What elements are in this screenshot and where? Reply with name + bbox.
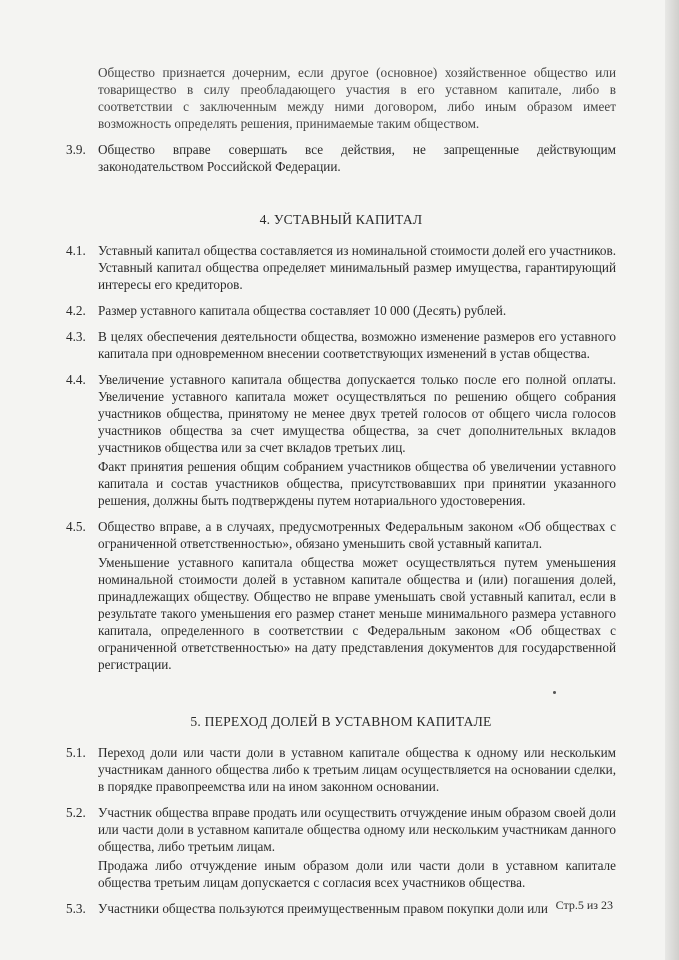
clause-4-3 xyxy=(66,328,616,362)
clause-text: Участник общества вправе продать или осуществить отчуждение иным образом своей доли или части доли в уставном капитале общества одному или нескольким участникам данного общества, либо третьим лицам. xyxy=(98,805,616,854)
clause-4-5 xyxy=(66,518,616,673)
section-5-title: 5. ПЕРЕХОД ДОЛЕЙ В УСТАВНОМ КАПИТАЛЕ xyxy=(190,714,492,729)
clause-number: 4.1. xyxy=(66,243,86,258)
clause-text: Увеличение уставного капитала общества допускается только после его полной оплаты. Увеличение уставного капитала может осуществляться по решению общего собрания участников общества, принятому не менее двух третей голосов от общего числа голосов участников общества за счет имущества общества, за счет дополнительных вкладов участников общества или за счет вкладов третьих лиц. xyxy=(98,372,616,455)
clause-number: 4.4. xyxy=(66,372,86,387)
page-number: Стр.5 из 23 xyxy=(555,898,613,912)
clause-text: Общество вправе совершать все действия, не запрещенные действующим законодательством Российской Федерации. xyxy=(98,142,616,174)
scan-edge xyxy=(665,0,679,960)
clause-text: Общество вправе, а в случаях, предусмотренных Федеральным законом «Об обществах с ограниченной ответственностью», обязано уменьшить свой уставный капитал. xyxy=(98,519,616,551)
clause-3-9 xyxy=(66,141,616,175)
clause-number: 5.1. xyxy=(66,745,86,760)
clause-4-1 xyxy=(66,242,616,293)
clause-number: 5.2. xyxy=(66,805,86,820)
clause-text: Продажа либо отчуждение иным образом доли или части доли в уставном капитале общества третьим лицам допускается с согласия всех участников общества. xyxy=(98,858,616,890)
clause-text: Переход доли или части доли в уставном капитале общества к одному или нескольким участникам данного общества либо к третьим лицам осуществляется на основании сделки, в порядке правопреемства или на ином законном основании. xyxy=(98,745,616,794)
clause-number: 5.3. xyxy=(66,901,86,916)
clause-text: Факт принятия решения общим собранием участников общества об увеличении уставного капитала и состав участников общества, присутствовавших при принятии указанного решения, должны быть подтверждены путем нотариального удостоверения. xyxy=(98,459,616,508)
clause-number: 3.9. xyxy=(66,142,86,157)
intro-paragraph: Общество признается дочерним, если другое (основное) хозяйственное общество или товарищество в силу преобладающего участия в его уставном капитале, либо в соответствии с заключенным между ними договором, либо иным образом имеет возможность определять решения, принимаемые таким обществом. xyxy=(98,65,616,131)
clause-4-2 xyxy=(66,302,616,319)
clause-4-4 xyxy=(66,371,616,509)
section-4-title: 4. УСТАВНЫЙ КАПИТАЛ xyxy=(259,212,423,227)
clause-text: Размер уставного капитала общества составляет 10 000 (Десять) рублей. xyxy=(98,303,507,318)
clause-text: Уставный капитал общества составляется из номинальной стоимости долей его участников. Уставный капитал общества определяет минимальный размер имущества, гарантирующий интересы его кредиторов. xyxy=(98,243,616,292)
clause-number: 4.2. xyxy=(66,303,86,318)
clause-5-3 xyxy=(66,900,616,917)
page-content xyxy=(66,64,616,926)
clause-text: В целях обеспечения деятельности общества, возможно изменение размеров его уставного капитала при одновременном внесении соответствующих изменений в устав общества. xyxy=(98,329,616,361)
clause-text: Участники общества пользуются преимущественным правом покупки доли или xyxy=(98,901,548,916)
clause-5-2 xyxy=(66,804,616,891)
clause-number: 4.5. xyxy=(66,519,86,534)
clause-number: 4.3. xyxy=(66,329,86,344)
clause-5-1 xyxy=(66,744,616,795)
clause-text: Уменьшение уставного капитала общества может осуществляться путем уменьшения номинальной стоимости долей в уставном капитале общества и (или) погашения долей, принадлежащих обществу. Общество не вправе уменьшать свой уставный капитал, если в результате такого уменьшения его размер станет меньше минимального размера уставного капитала, определенного в соответствии с Федеральным законом «Об обществах с ограниченной ответственностью» на дату представления документов для государственной регистрации. xyxy=(98,555,616,672)
scan-speck xyxy=(553,691,556,694)
